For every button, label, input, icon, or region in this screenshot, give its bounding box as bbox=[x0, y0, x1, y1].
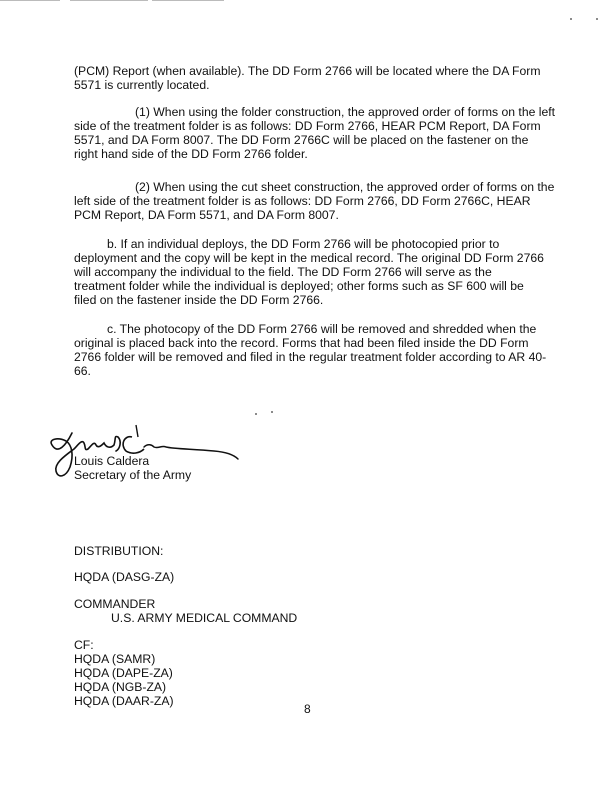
text-line: left side of the treatment folder is as follows: DD Form 2766, DD Form 2766C, HEAR bbox=[74, 194, 531, 208]
scan-artifact bbox=[70, 0, 148, 1]
scan-artifact bbox=[0, 0, 60, 1]
text-line: treatment folder while the individual is deployed; other forms such as SF 600 will be bbox=[74, 279, 524, 293]
distribution-heading: DISTRIBUTION: bbox=[74, 544, 164, 558]
text-line: original is placed back into the record. Forms that had been filed inside the DD Form bbox=[74, 336, 529, 350]
cf-item: HQDA (DAPE-ZA) bbox=[74, 666, 173, 680]
cf-item: HQDA (NGB-ZA) bbox=[74, 680, 167, 694]
text-line: (2) When using the cut sheet construction, the approved order of forms on the bbox=[135, 180, 555, 194]
cf-item: HQDA (SAMR) bbox=[74, 652, 156, 666]
cf-heading: CF: bbox=[74, 638, 94, 652]
text-line: c. The photocopy of the DD Form 2766 will be removed and shredded when the bbox=[107, 322, 537, 336]
scan-speck bbox=[271, 411, 273, 413]
scan-artifact bbox=[152, 0, 224, 1]
distribution-command: U.S. ARMY MEDICAL COMMAND bbox=[111, 611, 298, 625]
text-line: will accompany the individual to the field. The DD Form 2766 will serve as the bbox=[74, 265, 492, 279]
text-line: 66. bbox=[74, 364, 91, 378]
cf-item: HQDA (DAAR-ZA) bbox=[74, 694, 174, 708]
distribution-hqda: HQDA (DASG-ZA) bbox=[74, 570, 175, 584]
paragraph-2 bbox=[74, 180, 554, 222]
text-line: 5571 is currently located. bbox=[74, 78, 210, 92]
text-line: 5571, and DA Form 8007. The DD Form 2766C will be placed on the fastener on the bbox=[74, 133, 529, 147]
text-line: deployment and the copy will be kept in the medical record. The original DD Form 2766 bbox=[74, 251, 544, 265]
paragraph-continuation bbox=[74, 64, 554, 92]
paragraph-b bbox=[74, 237, 554, 307]
distribution-commander: COMMANDER bbox=[74, 597, 156, 611]
text-line: (PCM) Report (when available). The DD Form 2766 will be located where the DA Form bbox=[74, 64, 541, 78]
text-line: right hand side of the DD Form 2766 folder. bbox=[74, 147, 308, 161]
text-line: filed on the fastener inside the DD Form 2766. bbox=[74, 293, 324, 307]
scan-speck bbox=[596, 18, 598, 20]
text-line: (1) When using the folder construction, the approved order of forms on the left bbox=[135, 105, 556, 119]
paragraph-1 bbox=[74, 105, 554, 161]
text-line: PCM Report, DA Form 5571, and DA Form 8007. bbox=[74, 208, 339, 222]
scan-speck bbox=[570, 18, 572, 20]
signer-name: Louis Caldera bbox=[74, 454, 150, 468]
text-line: side of the treatment folder is as follows: DD Form 2766, HEAR PCM Report, DA Form bbox=[74, 119, 541, 133]
paragraph-c bbox=[74, 322, 554, 378]
signer-title: Secretary of the Army bbox=[74, 468, 192, 482]
page-number: 8 bbox=[304, 702, 311, 716]
text-line: 2766 folder will be removed and filed in the regular treatment folder according to AR 40- bbox=[74, 350, 547, 364]
text-line: b. If an individual deploys, the DD Form 2766 will be photocopied prior to bbox=[107, 237, 500, 251]
